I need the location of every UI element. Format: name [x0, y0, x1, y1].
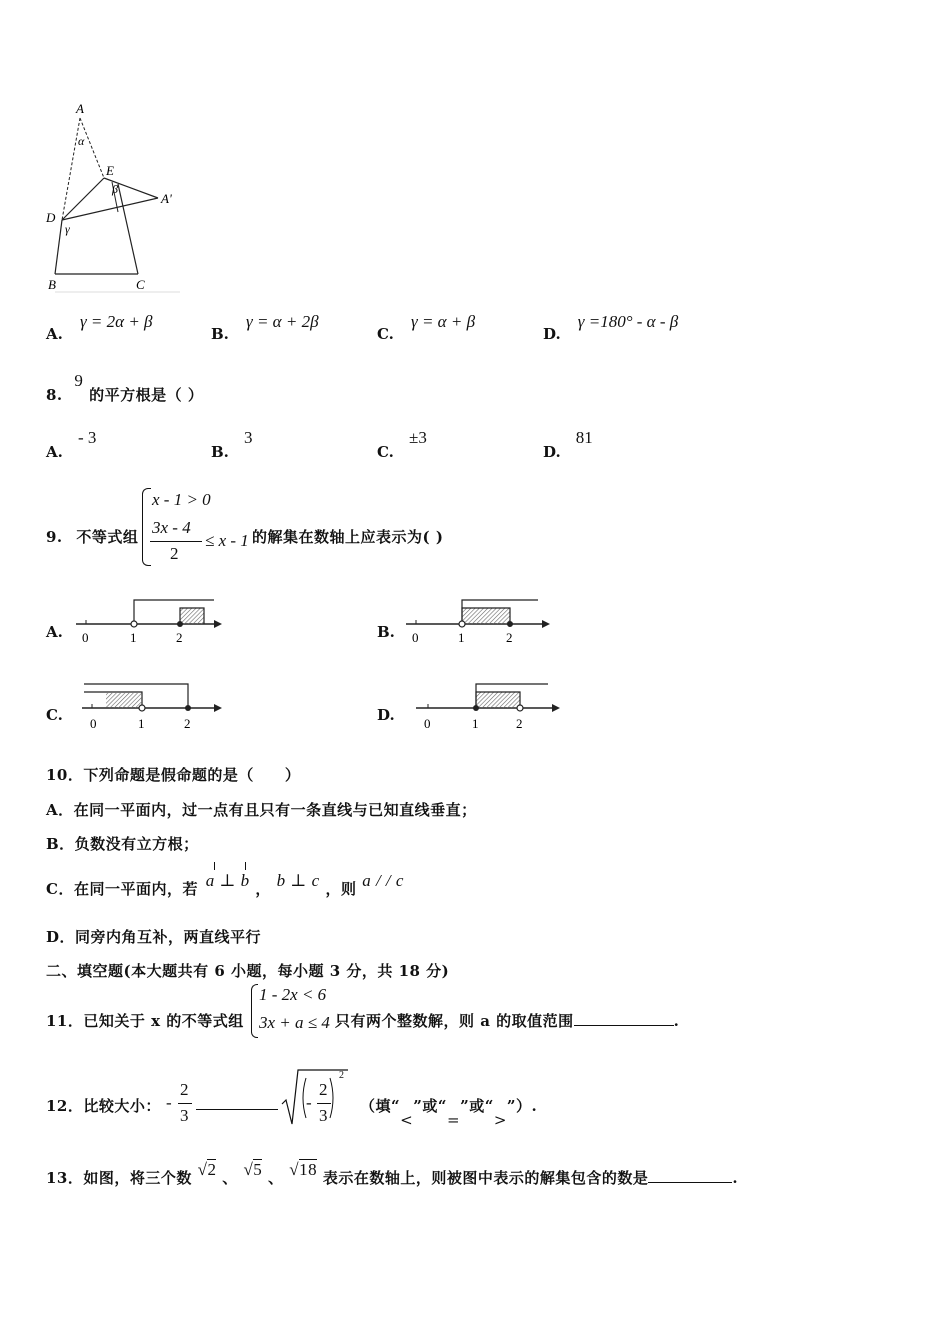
angle-beta-label: β — [112, 182, 118, 196]
equals-symbol: = — [446, 1111, 461, 1129]
q12-prefix: 12．比较大小： — [46, 1097, 161, 1115]
q8-radicand: 9 — [74, 371, 84, 390]
q13-stem: 13．如图，将三个数 √2 、 √5 、 √18 表示在数轴上，则被图中表示的解集包含的数是 . — [46, 1160, 739, 1187]
tick-label: 1 — [138, 716, 145, 731]
tick-label: 2 — [506, 630, 513, 645]
q13-answer-blank[interactable] — [648, 1168, 732, 1183]
q7-option-a: A. γ = 2α + β — [46, 312, 153, 343]
q9-fraction-numerator: 3x - 4 — [152, 518, 191, 537]
q10-option-b: B．负数没有立方根； — [46, 835, 199, 853]
q11-system-brace — [251, 984, 258, 1038]
q12-inner-numerator: 2 — [319, 1080, 328, 1099]
point-e-label: E — [106, 163, 114, 178]
q12-fill-instruction: （填“<”或“=”或“>”）. — [360, 1097, 538, 1129]
q8-stem: 8. 9 的平方根是（ ） — [46, 371, 204, 404]
tick-label: 0 — [412, 630, 419, 645]
vector-mark-b — [245, 862, 246, 870]
q12-denominator: 3 — [180, 1106, 189, 1125]
q12-minus-sign: - — [166, 1093, 172, 1112]
number-line-a — [74, 594, 244, 650]
vector-mark-a — [214, 862, 215, 870]
number-line-b — [404, 594, 554, 650]
q7-option-b: B. γ = α + 2β — [211, 312, 319, 343]
q9-inequality-1: x - 1 > 0 — [152, 490, 211, 509]
q7-option-d: D. γ =180° - α - β — [543, 312, 679, 343]
point-a-label: A — [76, 101, 84, 116]
q9-suffix: 的解集在数轴上应表示为( ) — [252, 528, 444, 546]
tick-label: 0 — [90, 716, 97, 731]
q9-inequality-2-rhs: ≤ x - 1 — [205, 531, 249, 550]
greater-than-symbol: > — [493, 1111, 507, 1129]
q7-option-c-expr: γ = α + β — [411, 312, 476, 331]
tick-label: 0 — [82, 630, 89, 645]
triangle-figure — [40, 100, 190, 300]
q8-option-d: D. 81 — [543, 428, 593, 461]
q9-option-d-label: D. — [377, 706, 395, 724]
tick-label: 2 — [516, 716, 523, 731]
q11-prefix: 11．已知关于 x 的不等式组 — [46, 1012, 244, 1030]
point-b-label: B — [48, 277, 56, 292]
angle-gamma-label: γ — [65, 222, 70, 236]
tick-label: 2 — [176, 630, 183, 645]
q12-answer-blank[interactable] — [196, 1095, 278, 1110]
q9-system-brace — [142, 488, 151, 566]
q10-option-d: D．同旁内角互补，两直线平行 — [46, 928, 262, 946]
q8-option-c: C. ±3 — [377, 428, 427, 461]
q11-inequality-1: 1 - 2x < 6 — [259, 985, 327, 1004]
number-line-d — [414, 678, 564, 734]
q10-c-math-2: b ⊥ c — [276, 871, 320, 890]
q10-option-c: C．在同一平面内，若 a ⊥ b ， b ⊥ c ，则 a / / c — [46, 871, 404, 898]
q8-option-a: A. - 3 — [46, 428, 97, 461]
tick-label: 1 — [458, 630, 465, 645]
q9-fraction-denominator: 2 — [170, 544, 179, 563]
q10-c-math-1: a ⊥ b — [205, 871, 250, 890]
sqrt-18: √18 — [289, 1160, 318, 1179]
q9-option-b-label: B. — [377, 623, 395, 641]
q12-fraction-bar — [178, 1103, 192, 1104]
tick-label: 1 — [130, 630, 137, 645]
angle-alpha-label: α — [78, 134, 85, 148]
point-d-label: D — [46, 210, 56, 225]
q7-option-c: C. γ = α + β — [377, 312, 476, 343]
q11-inequality-2: 3x + a ≤ 4 — [259, 1013, 330, 1032]
q7-option-d-expr: γ =180° - α - β — [577, 312, 679, 331]
number-line-c — [80, 678, 230, 734]
q9-option-c-label: C. — [46, 706, 63, 724]
q12-inner-denominator: 3 — [319, 1106, 328, 1125]
q11-answer-blank[interactable] — [574, 1011, 674, 1026]
point-a-prime-label: A' — [161, 191, 172, 206]
q10-c-math-3: a / / c — [362, 871, 404, 890]
dashed-line-ae — [80, 118, 104, 178]
q10-title: 10．下列命题是假命题的是（ ） — [46, 766, 301, 784]
q9-fraction-bar — [150, 541, 202, 542]
q7-option-a-expr: γ = 2α + β — [79, 312, 153, 331]
section-2-title: 二、填空题(本大题共有 6 小题，每小题 3 分，共 18 分) — [46, 962, 450, 980]
q12-numerator: 2 — [180, 1080, 189, 1099]
q9-prefix: 9. 不等式组 — [46, 528, 139, 546]
q9-option-a-label: A. — [46, 623, 63, 641]
q12-inner-fraction-bar — [317, 1103, 331, 1104]
tick-label: 0 — [424, 716, 431, 731]
sqrt-5: √5 — [243, 1160, 263, 1179]
point-c-label: C — [136, 277, 145, 292]
q12-exponent: 2 — [339, 1070, 344, 1081]
q11-suffix: 只有两个整数解，则 a 的取值范围 . — [335, 1012, 680, 1030]
tick-label: 1 — [472, 716, 479, 731]
less-than-symbol: < — [400, 1111, 414, 1129]
sqrt-2: √2 — [197, 1160, 217, 1179]
q7-option-b-expr: γ = α + 2β — [246, 312, 319, 331]
q10-option-a: A．在同一平面内，过一点有且只有一条直线与已知直线垂直； — [46, 801, 477, 819]
q12-inner-minus: - — [306, 1093, 312, 1112]
q8-option-b: B. 3 — [211, 428, 253, 461]
tick-label: 2 — [184, 716, 191, 731]
